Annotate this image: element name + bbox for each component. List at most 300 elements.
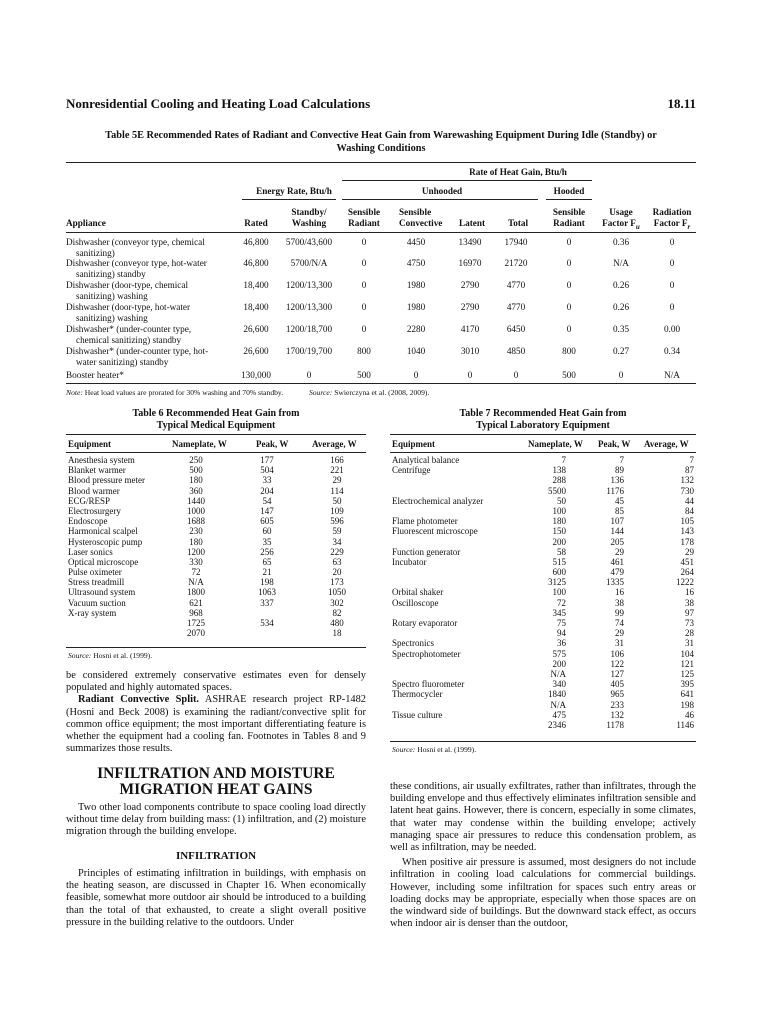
continuation-paragraph: be considered extremely conservative estimates even for densely populated and highly automated spaces.: [66, 670, 366, 694]
table6-equipment-cell: Optical microscope: [68, 556, 139, 567]
table7-col-nameplate: Nameplate, W: [528, 439, 583, 449]
table6-peak-cell: 204: [260, 485, 274, 496]
table7-equipment-cell: Oscilloscope: [392, 597, 439, 608]
table6-equipment-cell: Anesthesia system: [68, 455, 135, 465]
table6-equipment-cell: Laser sonics: [68, 546, 113, 557]
table7-peak-cell: 16: [615, 587, 624, 598]
table5e-cell-rated: 18,400: [243, 280, 269, 290]
table6-equipment-cell: Pulse oximeter: [68, 567, 122, 578]
table5e-cell-lat: 13490: [458, 237, 482, 247]
table5e-appliance-cell: Dishwasher (conveyor type, hot-water sanitizing) standby: [66, 258, 207, 279]
table7-nameplate-cell: 2346: [548, 719, 566, 730]
table5e-cell-hs: 0: [566, 280, 572, 290]
table7-average-cell: 97: [685, 607, 694, 618]
table6-average-cell: 229: [330, 546, 344, 557]
table6-peak-cell: 534: [260, 618, 274, 628]
table6-caption: Table 6 Recommended Heat Gain from Typical Medical Equipment: [132, 408, 300, 431]
table5e-cell-uf: 0.26: [612, 302, 630, 312]
table7-peak-cell: 74: [615, 618, 624, 628]
table7-equipment-cell: [392, 628, 522, 638]
table7-average-cell: 1222: [676, 577, 694, 588]
col-standby: Standby/ Washing: [291, 207, 327, 228]
right-body-text: [390, 781, 696, 930]
table7-equipment-cell: Rotary evaporator: [392, 618, 458, 628]
table5e-cell-sc: 4750: [406, 258, 426, 268]
table7-peak-cell: 45: [615, 495, 624, 506]
table5e-cell-hs: 0: [566, 237, 572, 247]
table6-col-nameplate: Nameplate, W: [172, 439, 227, 449]
table5e-appliance-cell: Dishwasher (door-type, chemical sanitizing) washing: [66, 280, 189, 301]
col-rated: Rated: [244, 218, 268, 228]
table6-equipment-cell: Vacuum suction: [68, 597, 126, 608]
table5e-appliance-cell: Dishwasher (door-type, hot-water sanitizing) washing: [66, 302, 191, 323]
table6-nameplate-cell: 230: [189, 526, 203, 537]
table7-average-cell: 451: [680, 556, 694, 567]
table7-average-cell: 132: [680, 475, 694, 486]
rule-hooded: [546, 199, 592, 200]
table5e-cell-rf: 0: [669, 302, 675, 312]
table7-nameplate-cell: 75: [557, 618, 566, 628]
table7-average-cell: 44: [685, 495, 694, 506]
table5e-cell-rf: 0: [669, 237, 675, 247]
table7-peak-cell: 29: [615, 546, 624, 557]
table7-nameplate-cell: 200: [552, 658, 566, 669]
table7-average-cell: 38: [685, 597, 694, 608]
table7-nameplate-cell: 475: [552, 709, 566, 720]
table7-nameplate-cell: 72: [557, 597, 566, 608]
infiltration-paragraph: Principles of estimating infiltration in buildings, with emphasis on the heating season, are discussed in Chapter 16. When economically feasible, somewhat more outdoor air should be introduced to a building than the total of that exhausted, to create a slight overall positive pressure in the building relative to the outdoors. Under: [66, 868, 366, 928]
table7-average-cell: 641: [680, 689, 694, 700]
radiant-convective-heading: Radiant Convective Split.: [78, 694, 200, 706]
table7-equipment-cell: [392, 577, 522, 587]
infiltration-text: [66, 868, 366, 929]
header-unhooded: Unhooded: [421, 186, 463, 196]
table7-equipment-cell: [392, 669, 522, 679]
table6-average-cell: 29: [332, 475, 342, 486]
table6-average-cell: 82: [332, 607, 342, 618]
table5e-cell-rf: 0: [669, 280, 675, 290]
rule-energy: [242, 199, 336, 200]
table6-equipment-cell: Electrosurgery: [68, 505, 121, 516]
table5e-cell-stand: 0: [306, 370, 312, 380]
header-title: Nonresidential Cooling and Heating Load Calculations: [66, 96, 371, 111]
table6-average-cell: 596: [330, 516, 344, 527]
table5e-cell-lat: 3010: [460, 346, 480, 356]
table5e-cell-tot: 0: [513, 370, 519, 380]
section-intro-text: [66, 802, 366, 839]
table7-nameplate-cell: 600: [552, 567, 566, 578]
table5e-cell-sc: 0: [413, 370, 419, 380]
table5e-cell-hs: 800: [562, 346, 576, 356]
table6-equipment-cell: [68, 628, 178, 638]
table5e-cell-tot: 6450: [506, 324, 526, 334]
table6-peak-cell: [242, 608, 292, 618]
table7-average-cell: 730: [680, 485, 694, 496]
table7-equipment-cell: Tissue culture: [392, 709, 443, 720]
table7-peak-cell: 132: [610, 709, 624, 720]
table7-col-average: Average, W: [644, 439, 689, 449]
table7-equipment-cell: [392, 659, 522, 669]
table5e-cell-lat: 2790: [460, 280, 480, 290]
table5e-caption: Table 5E Recommended Rates of Radiant and Convective Heat Gain from Warewashing Equipment During Idle (Standby) or Washing Conditions: [105, 130, 657, 154]
table5e-cell-hs: 0: [566, 324, 572, 334]
table5e-cell-uf: 0.35: [612, 324, 630, 334]
col-radiation-factor: Radiation Factor $F_r$: [652, 207, 692, 231]
table7-peak-cell: 122: [610, 658, 624, 669]
table7-nameplate-cell: 288: [552, 475, 566, 486]
table6-equipment-cell: Blanket warmer: [68, 465, 126, 476]
table7-peak-cell: 1178: [606, 719, 624, 730]
table7-equipment-cell: Thermocycler: [392, 689, 443, 700]
table7-equipment-cell: Analytical balance: [392, 455, 460, 465]
table6-average-cell: 109: [330, 505, 344, 516]
table5e-cell-lat: 16970: [458, 258, 482, 268]
left-body-text: [66, 670, 366, 755]
table7-nameplate-cell: 138: [552, 465, 566, 476]
table6-equipment-cell: Ultrasound system: [68, 587, 136, 598]
table6-nameplate-cell: 180: [189, 475, 203, 486]
table7-equipment-cell: [392, 475, 522, 485]
table7-equipment-cell: [392, 608, 522, 618]
table6-bottom-rule: [66, 647, 366, 648]
table6-average-cell: 114: [330, 485, 344, 496]
table7-nameplate-cell: 36: [557, 638, 566, 649]
right-paragraph-1: these conditions, air usually exfiltrates, rather than infiltrates, through the building envelope and thus effectively eliminates infiltration sensible and latent heat gains. However, there is concern, especially in some climates, that water may condense within the building envelope; actively managing space air pressures to reduce this condensation problem, as well as infiltration, may be needed.: [390, 781, 696, 854]
table6-peak-cell: 605: [260, 516, 274, 527]
table7-average-cell: 143: [680, 526, 694, 537]
infiltration-heading: INFILTRATION: [175, 850, 257, 862]
table6-nameplate-cell: 621: [189, 597, 203, 608]
table6-average-cell: 18: [332, 628, 342, 639]
table7-top-rule: [390, 434, 696, 435]
table7-source: Source: Hosni et al. (1999).: [392, 745, 477, 754]
table5e-cell-rated: 46,800: [243, 237, 269, 247]
table6-average-cell: 480: [330, 618, 344, 628]
table7-peak-cell: 89: [615, 465, 624, 476]
table7-average-cell: 28: [685, 628, 694, 639]
table5e-cell-lat: 0: [467, 370, 473, 380]
table6-average-cell: 50: [332, 495, 342, 506]
table6-average-cell: 1050: [328, 587, 346, 598]
table7-nameplate-cell: 3125: [548, 577, 566, 588]
table7-peak-cell: 1176: [606, 485, 624, 496]
table6-average-cell: 63: [332, 556, 342, 567]
table6-peak-cell: 60: [262, 526, 272, 537]
table5e-cell-rf: 0.34: [663, 346, 681, 356]
table6-peak-cell: 33: [262, 475, 272, 486]
table7-nameplate-cell: 1840: [548, 689, 566, 700]
table7-average-cell: 29: [685, 546, 694, 557]
table7-average-cell: 264: [680, 567, 694, 578]
table6-average-cell: 221: [330, 465, 344, 476]
table7-peak-cell: 405: [610, 679, 624, 690]
table7-nameplate-cell: 150: [552, 526, 566, 537]
table7-peak-cell: 31: [615, 638, 624, 649]
table5e-cell-sc: 1980: [406, 302, 426, 312]
table7-nameplate-cell: 7: [561, 455, 566, 465]
section-heading: INFILTRATION AND MOISTURE MIGRATION HEAT GAINS: [97, 765, 335, 798]
rule-unhooded: [342, 199, 538, 200]
table5e-cell-uf: 0.27: [612, 346, 630, 356]
page-number: 18.11: [667, 96, 696, 111]
table7-peak-cell: 29: [615, 628, 624, 639]
table7-peak-cell: 7: [619, 455, 624, 465]
table5e-cell-stand: 5700/N/A: [290, 258, 328, 268]
table5e-cell-sr: 800: [357, 346, 371, 356]
table6-average-cell: 166: [330, 455, 344, 465]
table6-peak-cell: 54: [262, 495, 272, 506]
table7-average-cell: 198: [680, 699, 694, 710]
col-appliance: Appliance: [66, 218, 106, 228]
table5e: [66, 0, 696, 400]
table7-nameplate-cell: 58: [557, 546, 566, 557]
table5e-cell-stand: 1200/18,700: [285, 324, 333, 334]
table5e-cell-stand: 1200/13,300: [285, 280, 333, 290]
table6-equipment-cell: Blood pressure meter: [68, 475, 145, 486]
table5e-cell-hs: 0: [566, 258, 572, 268]
table6-equipment-cell: Harmonical scalpel: [68, 526, 138, 537]
table7-equipment-column: [392, 455, 522, 730]
table6-nameplate-cell: 2070: [187, 628, 205, 639]
table7-nameplate-cell: 575: [552, 648, 566, 659]
col-latent: Latent: [458, 218, 486, 228]
table7-average-cell: 16: [685, 587, 694, 598]
table6-peak-cell: 198: [260, 577, 274, 588]
table5e-cell-sr: 0: [361, 324, 367, 334]
header-rate-of-heat-gain: Rate of Heat Gain, Btu/h: [469, 167, 567, 177]
table7-caption: Table 7 Recommended Heat Gain from Typical Laboratory Equipment: [459, 408, 627, 431]
table5e-cell-stand: 1700/19,700: [285, 346, 333, 356]
table5e-cell-sc: 1980: [406, 280, 426, 290]
table5e-cell-stand: 5700/43,600: [285, 237, 333, 247]
table6-col-average: Average, W: [312, 439, 357, 449]
table6-nameplate-cell: 330: [189, 556, 203, 567]
table7-equipment-cell: Function generator: [392, 546, 461, 557]
table7-equipment-cell: [392, 486, 522, 496]
table7-nameplate-cell: 180: [552, 516, 566, 527]
table7-nameplate-column: [526, 455, 566, 730]
table7-average-cell: 121: [680, 658, 694, 669]
table5e-cell-lat: 2790: [460, 302, 480, 312]
table7-peak-cell: 107: [610, 516, 624, 527]
table5e-cell-rated: 26,600: [243, 324, 269, 334]
table7-equipment-cell: [392, 567, 522, 577]
table5e-cell-tot: 17940: [504, 237, 528, 247]
table6-equipment-column: [68, 455, 178, 638]
table6-peak-cell: 21: [262, 567, 272, 578]
table6-source: Source: Hosni et al. (1999).: [68, 651, 153, 660]
col-sensible-convective: Sensible Convective: [399, 207, 443, 228]
table6-nameplate-cell: 500: [189, 465, 203, 476]
col-sensible-radiant: Sensible Radiant: [347, 207, 381, 228]
table6-nameplate-cell: 180: [189, 536, 203, 547]
table7-peak-column: [586, 455, 624, 730]
table5e-cell-tot: 4770: [506, 302, 526, 312]
table7-average-cell: 84: [685, 505, 694, 516]
table7-equipment-cell: Spectrophotometer: [392, 648, 461, 659]
table6-nameplate-cell: N/A: [188, 577, 204, 588]
table7-equipment-cell: Spectro fluorometer: [392, 679, 465, 690]
table6-average-column: [310, 455, 364, 638]
table5e-cell-sr: 0: [361, 280, 367, 290]
table7-average-cell: 105: [680, 516, 694, 527]
table6-equipment-cell: [68, 618, 178, 628]
table5e-note: Note: Heat load values are prorated for 30% washing and 70% standby. Source: Swierczyna et al. (2008, 2009).: [66, 388, 430, 397]
table6-equipment-cell: Hysteroscopic pump: [68, 536, 143, 547]
table6-peak-cell: 177: [260, 455, 274, 465]
col-hooded-sensible-radiant: Sensible Radiant: [552, 207, 586, 228]
header-hooded: Hooded: [553, 186, 585, 196]
table6-average-cell: 20: [332, 567, 342, 578]
table7-peak-cell: 461: [610, 556, 624, 567]
table6-header-rule: [66, 452, 366, 453]
table6-peak-cell: 35: [262, 536, 272, 547]
table7-nameplate-cell: N/A: [550, 668, 566, 679]
table7-average-cell: 31: [685, 638, 694, 649]
table5e-cell-rated: 46,800: [243, 258, 269, 268]
table6-nameplate-cell: 72: [191, 567, 201, 578]
table6-peak-cell: 504: [260, 465, 274, 476]
table5e-cell-tot: 4850: [506, 346, 526, 356]
table7-equipment-cell: [392, 700, 522, 710]
table6-equipment-cell: X-ray system: [68, 607, 117, 618]
table6-nameplate-cell: 1688: [187, 516, 205, 527]
table7-nameplate-cell: 100: [552, 505, 566, 516]
table7-peak-cell: 127: [610, 668, 624, 679]
table5e-cell-rated: 130,000: [241, 370, 271, 380]
table5e-cell-sc: 1040: [406, 346, 426, 356]
table6-nameplate-cell: 1440: [187, 495, 205, 506]
table6-nameplate-cell: 1800: [187, 587, 205, 598]
table6-nameplate-cell: 1000: [187, 505, 205, 516]
table7-equipment-cell: Electrochemical analyzer: [392, 495, 484, 506]
table6-nameplate-cell: 1200: [187, 546, 205, 557]
table7-peak-cell: 205: [610, 536, 624, 547]
right-paragraph-2: When positive air pressure is assumed, most designers do not include infiltration in cooling load calculations for commercial buildings. However, including some infiltration for spaces such entry areas or loading docks may be appropriate, especially when those spaces are on the windward side of buildings. But the downward stack effect, as occurs when indoor air is denser than the outdoor,: [390, 857, 696, 930]
table7-equipment-cell: Incubator: [392, 556, 427, 567]
table7-peak-cell: 85: [615, 505, 624, 516]
table7-nameplate-cell: 100: [552, 587, 566, 598]
col-total: Total: [507, 218, 529, 228]
table7-average-cell: 125: [680, 668, 694, 679]
table5e-cell-stand: 1200/13,300: [285, 302, 333, 312]
table6-average-cell: 302: [330, 597, 344, 608]
table6-average-cell: 34: [332, 536, 342, 547]
table5e-cell-lat: 4170: [460, 324, 480, 334]
table7-nameplate-cell: 200: [552, 536, 566, 547]
table6-peak-cell: [242, 628, 292, 638]
table5e-cell-hs: 0: [566, 302, 572, 312]
table7-equipment-cell: [392, 506, 522, 516]
table6-equipment-cell: ECG/RESP: [68, 495, 111, 506]
table5e-cell-tot: 4770: [506, 280, 526, 290]
table7-col-equipment: Equipment: [392, 439, 436, 449]
section-intro-paragraph: Two other load components contribute to space cooling load directly without time delay from building mass: (1) infiltration, and (2) moisture migration through the building envelope.: [66, 802, 366, 838]
table7-nameplate-cell: 345: [552, 607, 566, 618]
table5e-cell-sr: 0: [361, 258, 367, 268]
table5e-cell-sc: 4450: [406, 237, 426, 247]
table5e-cell-uf: 0.26: [612, 280, 630, 290]
table5e-cell-uf: N/A: [613, 258, 629, 268]
table5e-appliance-cell: Dishwasher* (under-counter type, chemical sanitizing) standby: [66, 324, 192, 345]
table7-peak-cell: 38: [615, 597, 624, 608]
table6-peak-cell: 256: [260, 546, 274, 557]
table6-average-cell: 173: [330, 577, 344, 588]
table5e-cell-sr: 0: [361, 237, 367, 247]
table5e-cell-uf: 0.36: [612, 237, 630, 247]
table7-nameplate-cell: 5500: [548, 485, 566, 496]
table5e-cell-sr: 0: [361, 302, 367, 312]
table7-average-cell: 178: [680, 536, 694, 547]
table7-nameplate-cell: 340: [552, 679, 566, 690]
table7-peak-cell: 1335: [606, 577, 624, 588]
table7-peak-cell: 144: [610, 526, 624, 537]
table7-equipment-cell: [392, 537, 522, 547]
table7-header-rule: [390, 452, 696, 453]
table5e-cell-sr: 500: [357, 370, 371, 380]
table5e-cell-rated: 26,600: [243, 346, 269, 356]
header-energy-rate: Energy Rate, Btu/h: [256, 186, 332, 196]
table6-peak-column: [242, 455, 292, 638]
table7-average-cell: 73: [685, 618, 694, 628]
table7-equipment-cell: [392, 720, 522, 730]
table7-peak-cell: 965: [610, 689, 624, 700]
table5e-cell-tot: 21720: [504, 258, 528, 268]
table6-equipment-cell: Endoscope: [68, 516, 108, 527]
table5e-bottom-rule: [66, 383, 696, 384]
table5e-appliance-cell: Dishwasher (conveyor type, chemical sanitizing): [66, 237, 205, 258]
table6-nameplate-cell: 1725: [187, 618, 205, 628]
table6-average-cell: 59: [332, 526, 342, 537]
table7-col-peak: Peak, W: [598, 439, 631, 449]
page: [66, 0, 696, 1024]
table7-nameplate-cell: 94: [557, 628, 566, 639]
table7-average-cell: 1146: [676, 719, 694, 730]
table7-peak-cell: 479: [610, 567, 624, 578]
table5e-cell-rf: N/A: [664, 370, 680, 380]
table7-peak-cell: 106: [610, 648, 624, 659]
table7-peak-cell: 99: [615, 607, 624, 618]
table6-peak-cell: 1063: [258, 587, 276, 598]
table5e-appliance-cell: Booster heater*: [66, 370, 124, 380]
table6-equipment-cell: Blood warmer: [68, 485, 120, 496]
table7-average-cell: 87: [685, 465, 694, 476]
table7-bottom-rule: [390, 741, 696, 742]
table6-peak-cell: 147: [260, 505, 274, 516]
table7-average-cell: 46: [685, 709, 694, 720]
table5e-cell-rf: 0: [669, 258, 675, 268]
table7-nameplate-cell: N/A: [550, 699, 566, 710]
table6-nameplate-column: [170, 455, 222, 638]
table7-nameplate-cell: 515: [552, 556, 566, 567]
table7-nameplate-cell: 50: [557, 495, 566, 506]
table5e-cell-rf: 0.00: [663, 324, 681, 334]
table5e-cell-rated: 18,400: [243, 302, 269, 312]
table5e-cell-hs: 500: [562, 370, 576, 380]
table5e-cell-uf: 0: [618, 370, 624, 380]
table7-average-column: [648, 455, 694, 730]
col-usage-factor: Usage Factor $F_u$: [602, 207, 640, 231]
table6-peak-cell: 337: [260, 597, 274, 608]
table6-nameplate-cell: 250: [189, 455, 203, 465]
table5e-cell-sc: 2280: [406, 324, 426, 334]
table7-average-cell: 395: [680, 679, 694, 690]
table6-nameplate-cell: 360: [189, 485, 203, 496]
table7-peak-cell: 233: [610, 699, 624, 710]
radiant-convective-paragraph: Radiant Convective Split. ASHRAE research project RP-1482 (Hosni and Beck 2008) is examining the radiant/convective split for common office equipment; the most important differentiating feature is whether the equipment had a cooling fan. Footnotes in Tables 8 and 9 summarizes those results.: [66, 694, 366, 755]
table7-equipment-cell: Fluorescent microscope: [392, 526, 478, 537]
table7-equipment-cell: Flame photometer: [392, 516, 458, 527]
